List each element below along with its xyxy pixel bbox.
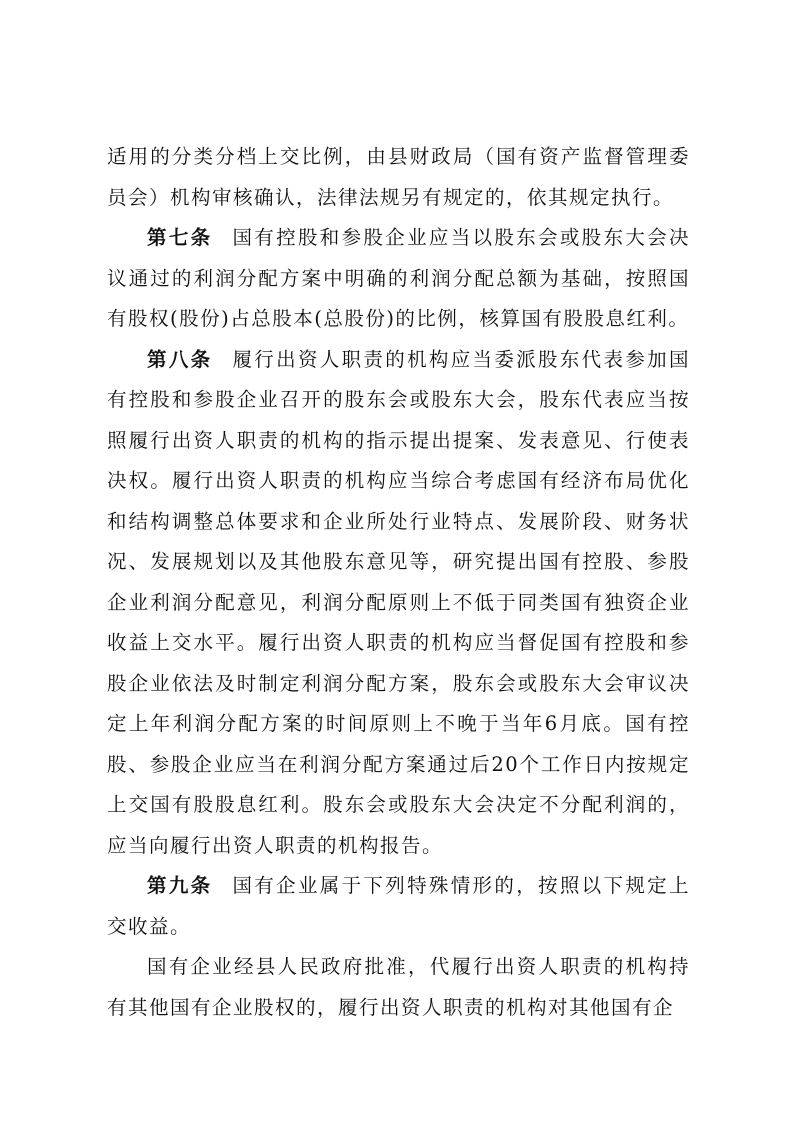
article-7 (107, 218, 690, 340)
body-text (107, 137, 690, 1028)
paragraph-text: 国有控股和参股企业应当以股东会或股东大会决议通过的利润分配方案中明确的利润分配总额为基础，按照国有股权(股份)占总股本(总股份)的比例，核算国有股股息红利。 (107, 226, 690, 330)
paragraph-text: 履行出资人职责的机构应当委派股东代表参加国有控股和参股企业召开的股东会或股东大会，股东代表应当按照履行出资人职责的机构的指示提出提案、发表意见、行使表决权。履行出资人职责的机构应当综合考虑国有经济布局优化和结构调整总体要求和企业所处行业特点、发展阶段、财务状况、发展规划以及其他股东意见等，研究提出国有控股、参股企业利润分配意见，利润分配原则上不低于同类国有独资企业收益上交水平。履行出资人职责的机构应当督促国有控股和参股企业依法及时制定利润分配方案，股东会或股东大会审议决定上年利润分配方案的时间原则上不晚于当年6月底。国有控股、参股企业应当在利润分配方案通过后20个工作日内按规定上交国有股股息红利。股东会或股东大会决定不分配利润的，应当向履行出资人职责的机构报告。 (107, 347, 690, 857)
article-8 (107, 340, 690, 867)
paragraph-special-case (107, 947, 690, 1028)
paragraph-text: 适用的分类分档上交比例，由县财政局（国有资产监督管理委员会）机构审核确认，法律法规另有规定的，依其规定执行。 (107, 145, 690, 209)
paragraph-text: 国有企业经县人民政府批准，代履行出资人职责的机构持有其他国有企业股权的，履行出资人职责的机构对其他国有企 (107, 955, 690, 1019)
article-heading: 第七条 (147, 226, 213, 249)
article-heading: 第九条 (147, 874, 213, 897)
article-heading: 第八条 (147, 347, 213, 371)
article-9 (107, 866, 690, 947)
paragraph-continuation (107, 137, 690, 218)
paragraph-text: 国有企业属于下列特殊情形的，按照以下规定上交收益。 (107, 874, 690, 938)
